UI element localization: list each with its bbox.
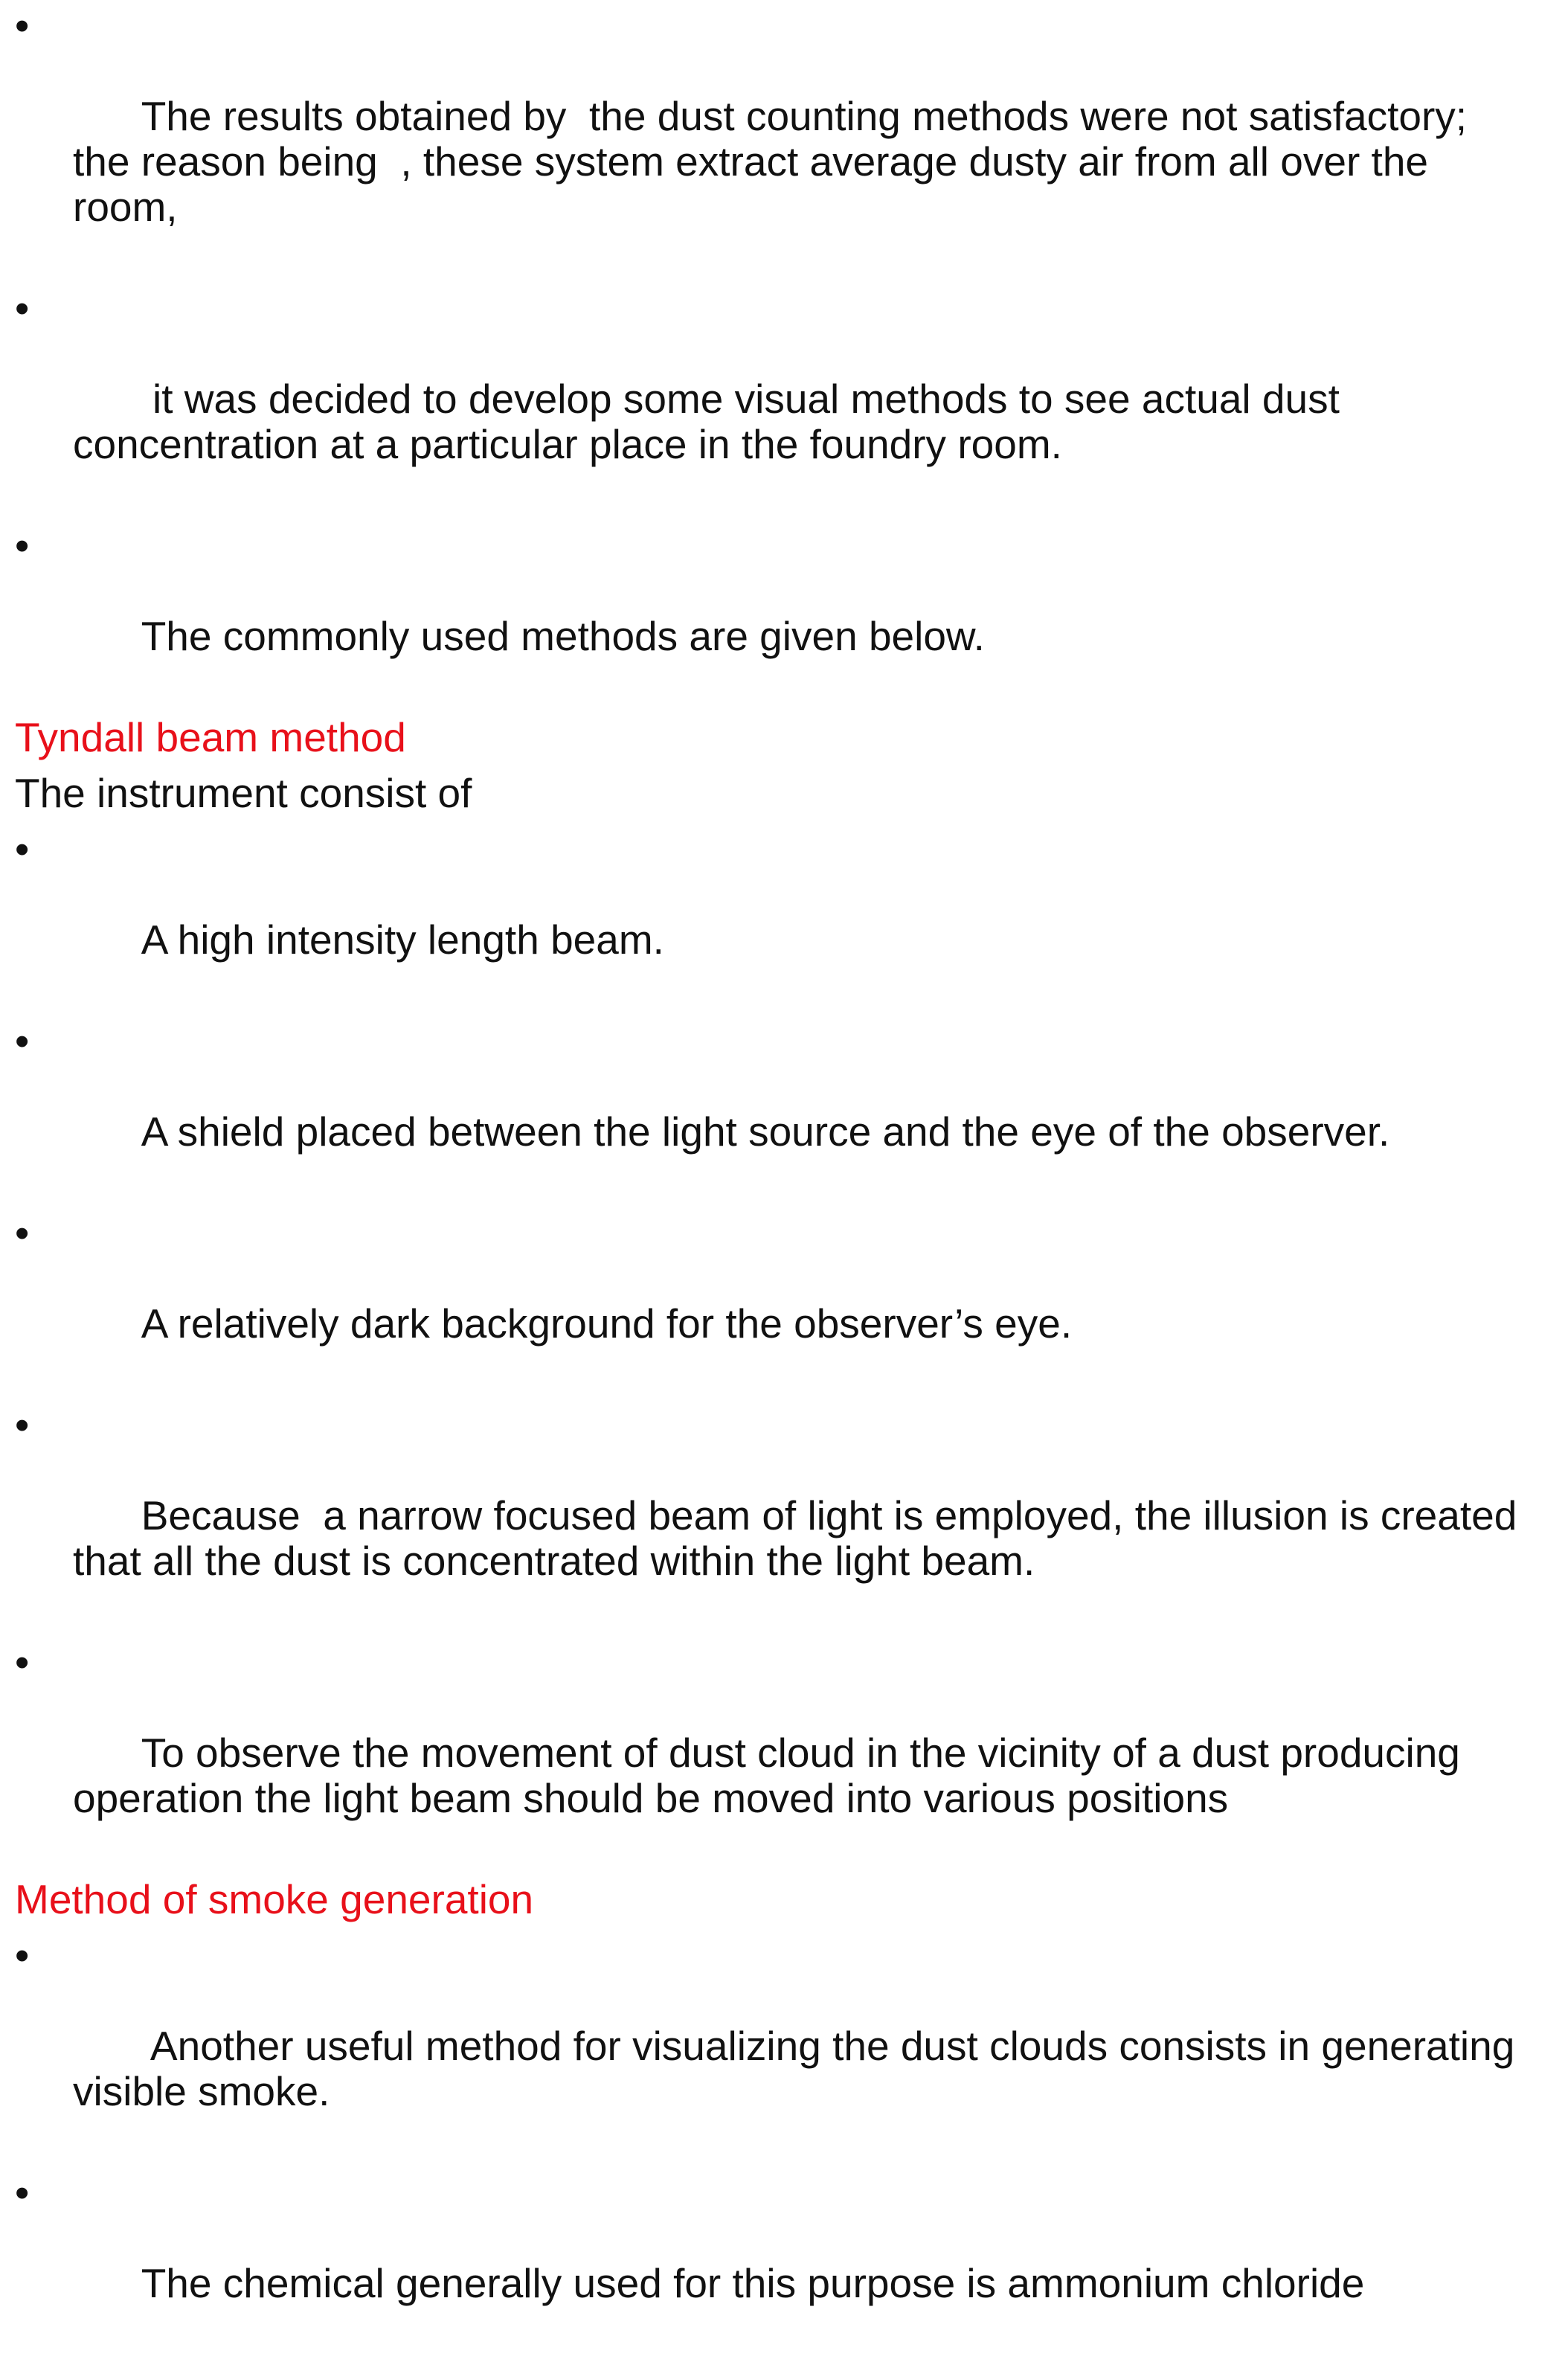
bullet-text: A high intensity length beam. (141, 917, 664, 963)
bullet-text: To observe the movement of dust cloud in the vicinity of a dust producing operation the light beam should be moved into various positions (73, 1730, 1472, 1821)
slide-body (15, 2, 1529, 2362)
bullet-item (15, 1210, 1517, 1392)
bullet-text: A relatively dark background for the observer’s eye. (141, 1300, 1073, 1347)
bullet-text: The chemical generally used for this purpose is ammonium chloride (141, 2260, 1365, 2306)
bullet-item (15, 286, 1382, 513)
bullet-item (15, 1640, 1501, 1867)
bullet-item (15, 523, 1517, 705)
bullet-item (15, 1402, 1531, 1629)
bullet-text: The commonly used methods are given below. (141, 613, 985, 659)
bullet-item (15, 2170, 1517, 2352)
bullet-item (15, 1018, 1517, 1200)
bullet-dot: • (15, 2169, 30, 2215)
bullet-text: Another useful method for visualizing the dust clouds consists in generating visible smoke. (73, 2023, 1526, 2114)
bullet-dot: • (15, 1932, 30, 1978)
bullet-dot: • (15, 285, 30, 331)
bullet-dot: • (15, 1402, 30, 1448)
bullet-text: it was decided to develop some visual methods to see actual dust concentration at a particular place in the foundry room. (73, 376, 1352, 467)
bullet-dot: • (15, 1639, 30, 1685)
instrument-intro: The instrument consist of (15, 770, 472, 816)
bullet-dot: • (15, 522, 30, 568)
section-heading-smoke: Method of smoke generation (15, 1876, 534, 1922)
bullet-dot: • (15, 1210, 30, 1256)
bullet-dot: • (15, 826, 30, 872)
bullet-dot: • (15, 2, 30, 48)
bullet-item (15, 827, 1517, 1008)
bullet-item (15, 1933, 1568, 2160)
bullet-item (15, 3, 1501, 275)
bullet-text: A shield placed between the light source and the eye of the observer. (141, 1108, 1390, 1155)
bullet-dot: • (15, 1018, 30, 1064)
section-heading-tyndall: Tyndall beam method (15, 714, 406, 760)
bullet-text: Because a narrow focused beam of light is employed, the illusion is created that all the dust is concentrated within the light beam. (73, 1492, 1529, 1584)
bullet-text: The results obtained by the dust counting methods were not satisfactory; the reason being , these system extract average dusty air from all over the room, (73, 93, 1479, 230)
